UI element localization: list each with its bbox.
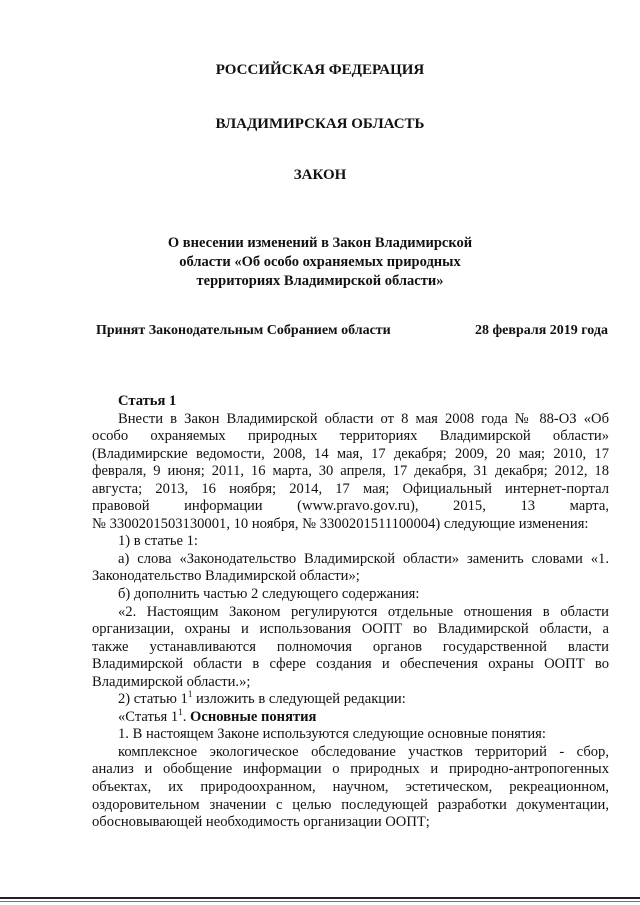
item-1: 1) в статье 1: (118, 533, 198, 550)
text-line: Внести в Закон Владимирской области от 8 мая 2008 года № 88-ОЗ «Об (118, 410, 609, 427)
item-2-text: 2) статью 1 (118, 691, 188, 708)
law-body (92, 393, 609, 832)
article-title: Основные понятия (189, 708, 317, 725)
article-heading: Статья 1 (118, 393, 177, 409)
text-line: февраля, 9 июня; 2011, 16 марта, 30 апреля, 17 декабря, 31 декабря; 2012, 18 (92, 463, 609, 480)
quote-line: также устанавливаются полномочия органов государственной власти (92, 638, 609, 655)
law-title-line: области «Об особо охраняемых природных (179, 254, 461, 270)
definition-line: комплексное экологическое обследование участков территорий - сбор, (118, 743, 609, 760)
point-1: 1. В настоящем Законе используются следующие основные понятия: (118, 726, 546, 743)
law-title-line: территориях Владимирской области» (196, 273, 444, 289)
adoption-date: 28 февраля 2019 года (475, 323, 608, 338)
text-line: правовой информации (www.pravo.gov.ru), 2015, 13 марта, (92, 498, 609, 515)
definition-line: обосновывающей необходимость организации ООПТ; (92, 814, 430, 831)
region-heading: ВЛАДИМИРСКАЯ ОБЛАСТЬ (215, 116, 425, 132)
article-1-1-heading (92, 706, 609, 727)
definition-line: объектах, их природоохранном, научном, эстетическом, рекреационном, (92, 779, 609, 796)
quote-line: Владимирской области.»; (92, 673, 251, 690)
quote-line: «2. Настоящим Законом регулируются отдельные отношения в области (118, 603, 609, 620)
text-line: Законодательство Владимирской области»; (92, 568, 360, 585)
country-heading: РОССИЙСКАЯ ФЕДЕРАЦИЯ (215, 62, 425, 78)
text-line: особо охраняемых природных территориях Владимирской области» (92, 428, 609, 445)
scan-edge-line (0, 897, 640, 899)
quote-line: Владимирской области в сфере создания и обеспечения охраны ООПТ во (92, 656, 609, 673)
adoption-text: Принят Законодательным Собранием области (96, 323, 391, 338)
item-2-sup: 1 (187, 689, 193, 700)
scan-edge-line (0, 901, 640, 902)
doc-type-heading: ЗАКОН (293, 167, 347, 183)
article-dot: . (182, 708, 190, 725)
article-sup: 1 (178, 706, 183, 717)
article-label: «Статья 1 (118, 708, 179, 725)
text-line: августа; 2013, 16 ноября; 2014, 17 мая; Официальный интернет-портал (92, 480, 609, 497)
quote-line: организации, охраны и использования ООПТ во Владимирской области, а (92, 621, 609, 638)
definition-line: оздоровительном значении с целью последующей разработки документации, (92, 796, 609, 813)
text-line: (Владимирские ведомости, 2008, 14 мая, 17 декабря; 2009, 20 мая; 2010, 17 (92, 445, 609, 462)
definition-line: анализ и обобщение информации о природных и природно-антропогенных (92, 761, 609, 778)
law-title-line: О внесении изменений в Закон Владимирской (167, 235, 473, 251)
text-line: а) слова «Законодательство Владимирской области» заменить словами «1. (118, 550, 609, 567)
item-1b: б) дополнить частью 2 следующего содержания: (118, 586, 420, 603)
law-title (0, 234, 640, 291)
adoption-line (96, 323, 608, 339)
item-2 (92, 691, 609, 709)
item-2-text-end: изложить в следующей редакции: (192, 691, 406, 708)
text-line: № 3300201503130001, 10 ноября, № 3300201511100004) следующие изменения: (92, 515, 589, 532)
